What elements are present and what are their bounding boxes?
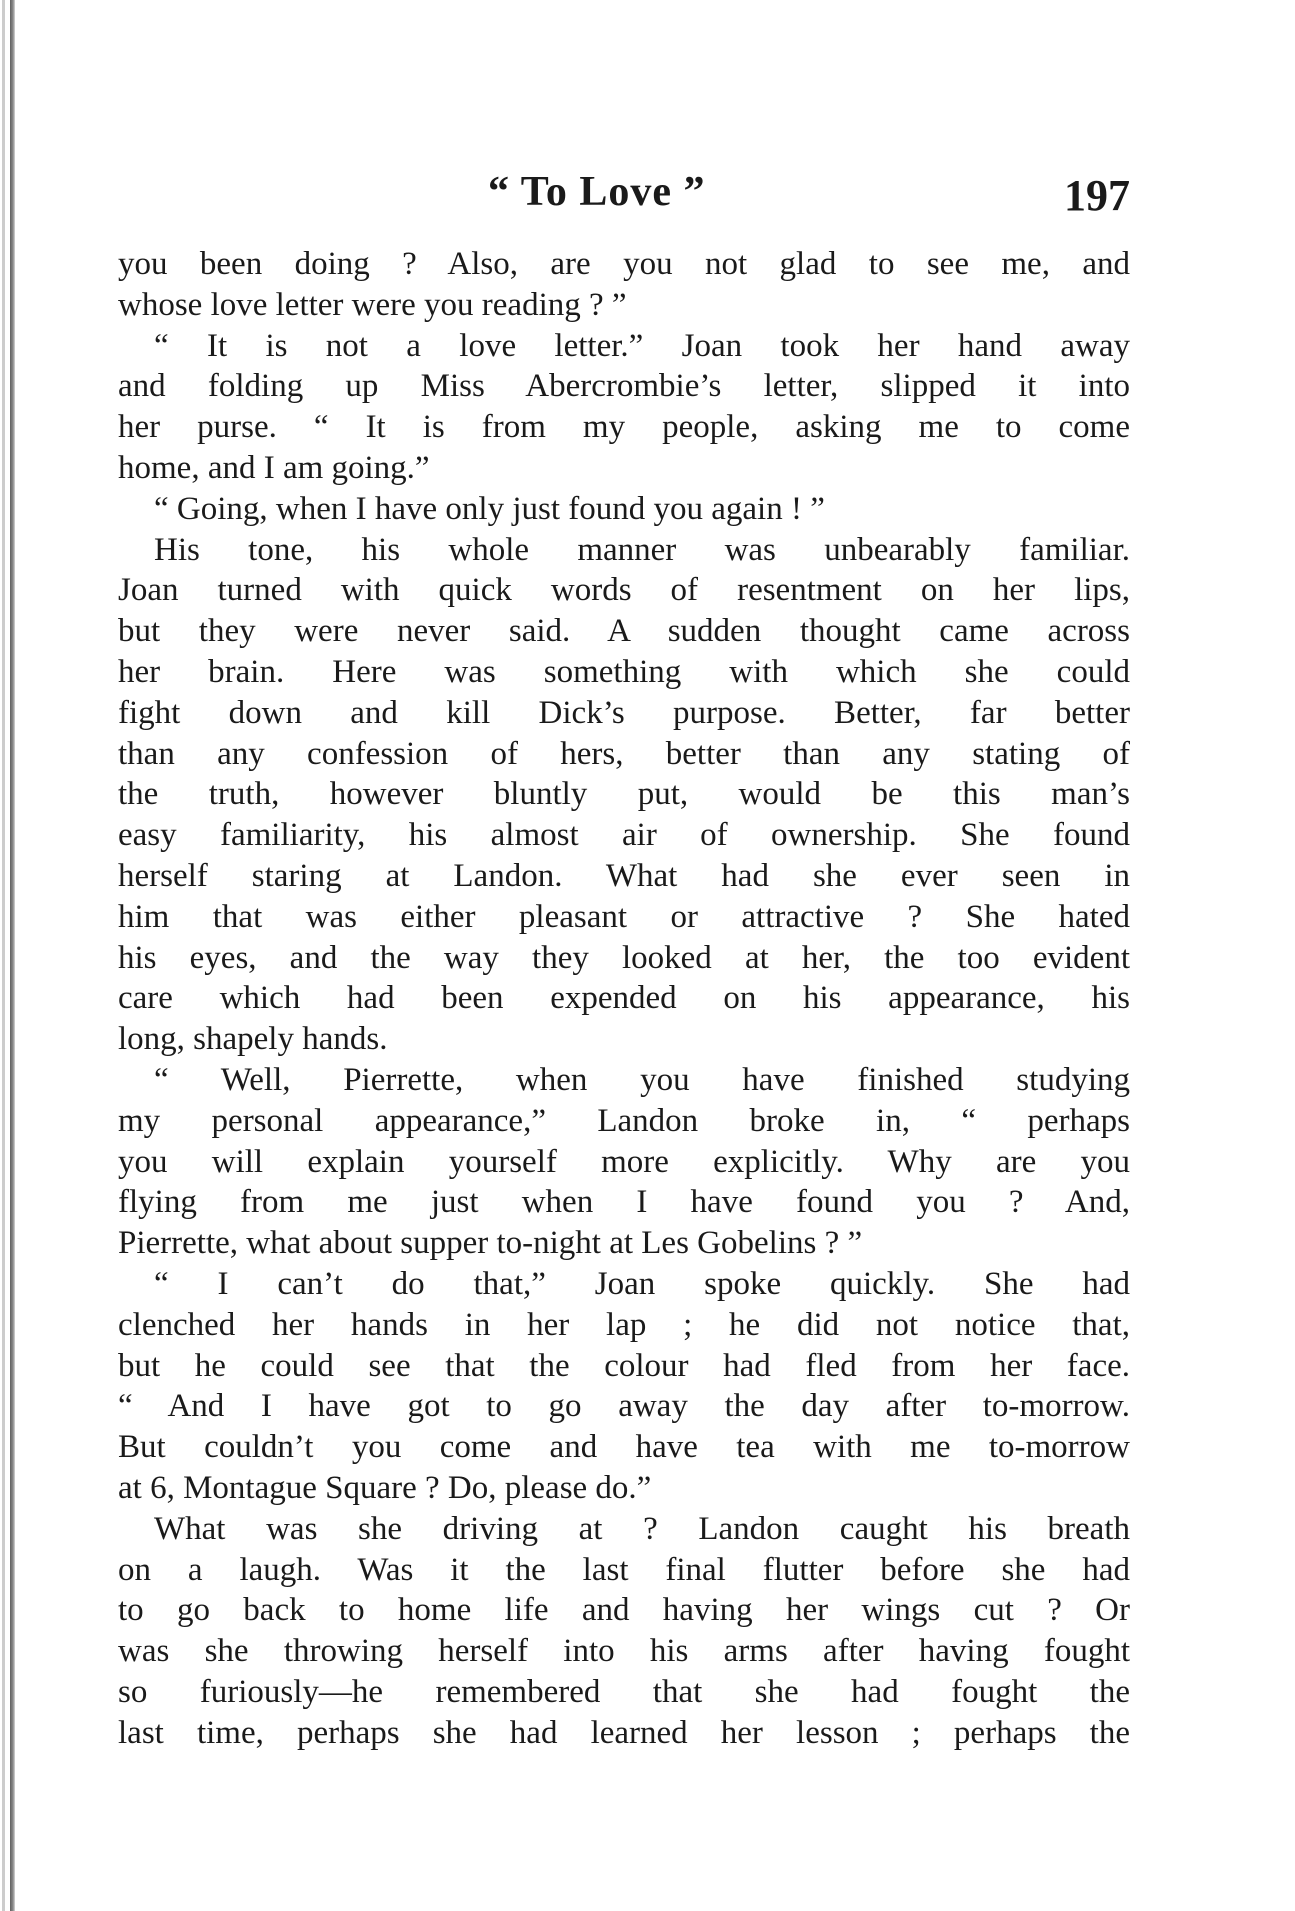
body-text — [118, 244, 1130, 1753]
text-line: was she throwing herself into his arms after having fought — [118, 1633, 1130, 1670]
text-line: to go back to home life and having her wings cut ? Or — [118, 1592, 1130, 1629]
text-line: his eyes, and the way they looked at her, the too evident — [118, 939, 1130, 976]
text-line: home, and I am going.” — [118, 449, 430, 486]
text-line: last time, perhaps she had learned her lesson ; perhaps the — [118, 1714, 1130, 1751]
text-line: you been doing ? Also, are you not glad to see me, and — [118, 246, 1130, 282]
text-line: him that was either pleasant or attractive ? She hated — [118, 898, 1130, 935]
text-line: flying from me just when I have found you ? And, — [118, 1184, 1130, 1221]
text-line: What was she driving at ? Landon caught his breath — [154, 1510, 1130, 1547]
text-line: “ Well, Pierrette, when you have finished studying — [154, 1061, 1130, 1098]
text-line: so furiously—he remembered that she had fought the — [118, 1673, 1130, 1710]
text-line: you will explain yourself more explicitly. Why are you — [118, 1143, 1130, 1180]
text-line: Joan turned with quick words of resentment on her lips, — [118, 572, 1130, 609]
text-line: easy familiarity, his almost air of ownership. She found — [118, 817, 1130, 854]
binding-edge — [10, 0, 15, 1911]
text-line: fight down and kill Dick’s purpose. Better, far better — [118, 694, 1130, 731]
text-line: on a laugh. Was it the last final flutter before she had — [118, 1551, 1130, 1588]
page-header — [118, 168, 1130, 228]
text-line: Pierrette, what about supper to-night at Les Gobelins ? ” — [118, 1225, 863, 1262]
text-line: her purse. “ It is from my people, asking me to come — [118, 409, 1130, 446]
binding-shadow — [2, 0, 5, 1911]
page-number: 197 — [1064, 171, 1130, 220]
text-line: but he could see that the colour had fled from her face. — [118, 1347, 1130, 1384]
text-line: my personal appearance,” Landon broke in, “ perhaps — [118, 1102, 1130, 1139]
running-title: “ To Love ” — [488, 169, 706, 215]
text-line: But couldn’t you come and have tea with me to-morrow — [118, 1429, 1130, 1466]
text-line: and folding up Miss Abercrombie’s letter, slipped it into — [118, 368, 1130, 405]
text-line: than any confession of hers, better than any stating of — [118, 735, 1130, 772]
text-line: her brain. Here was something with which she could — [118, 653, 1130, 690]
text-line: whose love letter were you reading ? ” — [118, 286, 627, 323]
text-line: “ I can’t do that,” Joan spoke quickly. She had — [154, 1265, 1130, 1302]
text-line: care which had been expended on his appearance, his — [118, 980, 1130, 1017]
text-line: but they were never said. A sudden thought came across — [118, 613, 1130, 650]
text-line: “ Going, when I have only just found you again ! ” — [154, 490, 825, 527]
text-line: His tone, his whole manner was unbearably familiar. — [154, 531, 1130, 568]
text-line: “ It is not a love letter.” Joan took her hand away — [154, 327, 1130, 364]
text-line: clenched her hands in her lap ; he did not notice that, — [118, 1306, 1130, 1343]
text-line: the truth, however bluntly put, would be this man’s — [118, 776, 1130, 813]
text-line: at 6, Montague Square ? Do, please do.” — [118, 1469, 652, 1506]
text-line: herself staring at Landon. What had she ever seen in — [118, 857, 1130, 894]
text-line: long, shapely hands. — [118, 1021, 388, 1058]
text-line: “ And I have got to go away the day after to-morrow. — [118, 1388, 1130, 1425]
